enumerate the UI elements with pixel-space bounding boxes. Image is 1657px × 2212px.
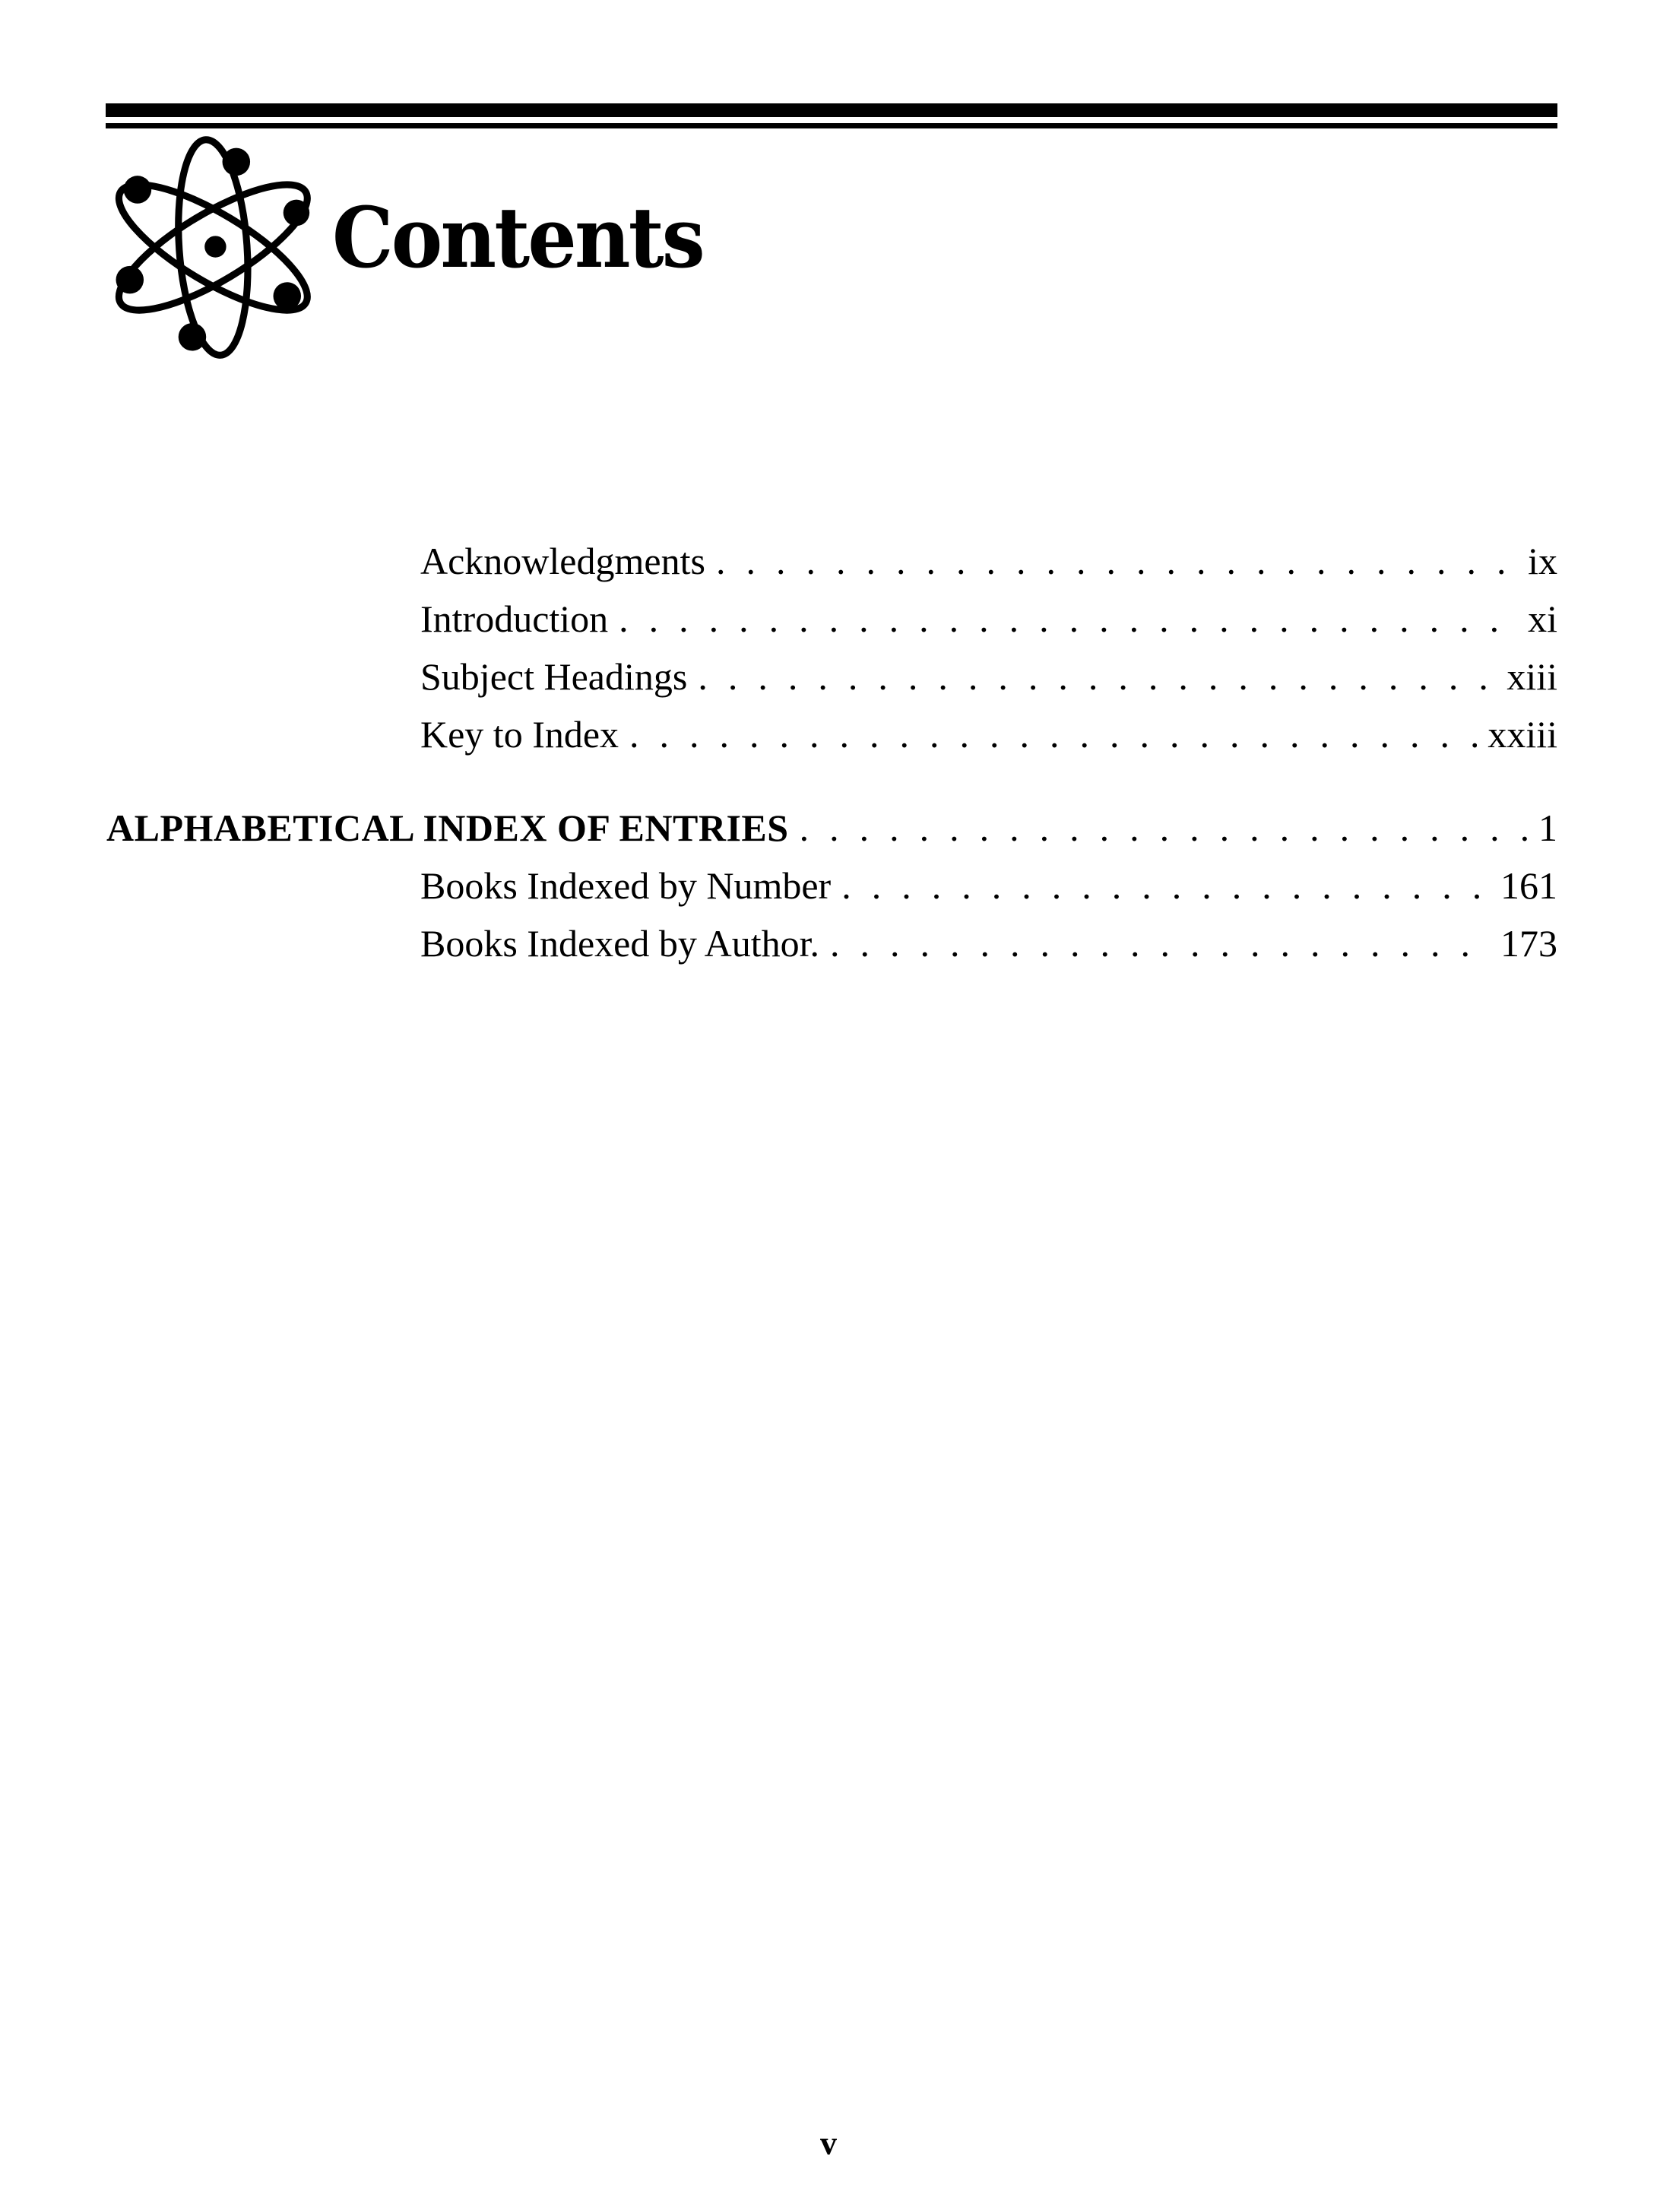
toc-entry-label: Key to Index (420, 713, 619, 756)
toc-section-gap (106, 763, 1557, 799)
table-of-contents (106, 532, 1557, 972)
toc-entry-alphabetical-index (106, 799, 1557, 857)
toc-entry-introduction (106, 590, 1557, 648)
toc-entry-books-by-number (106, 857, 1557, 914)
toc-entry-label: Books Indexed by Author. (420, 922, 819, 965)
page-title: Contents (332, 189, 703, 287)
toc-entry-acknowledgments (106, 532, 1557, 590)
toc-entry-label: Books Indexed by Number (420, 864, 832, 907)
dot-leader (830, 914, 1490, 972)
dot-leader (841, 857, 1490, 914)
toc-entry-page: ix (1528, 540, 1557, 582)
toc-entry-page: 161 (1500, 864, 1557, 907)
toc-entry-page: 1 (1538, 807, 1557, 849)
toc-entry-page: xxiii (1487, 713, 1557, 756)
toc-entry-label: Subject Headings (420, 655, 688, 698)
toc-entry-label: Acknowledgments (420, 540, 705, 582)
toc-entry-key-to-index (106, 705, 1557, 763)
toc-entry-page: xi (1528, 597, 1557, 640)
dot-leader (800, 799, 1528, 857)
toc-entry-page: 173 (1500, 922, 1557, 965)
dot-leader (619, 590, 1517, 648)
toc-entry-label: Introduction (420, 597, 609, 640)
toc-entry-label: ALPHABETICAL INDEX OF ENTRIES (106, 807, 789, 849)
dot-leader (629, 705, 1477, 763)
dot-leader (716, 532, 1517, 590)
folio-page-number: v (820, 2125, 837, 2162)
dot-leader (698, 648, 1496, 705)
toc-entry-subject-headings (106, 648, 1557, 705)
toc-entry-page: xiii (1507, 655, 1557, 698)
toc-entry-books-by-author (106, 914, 1557, 972)
atom-icon (90, 114, 352, 376)
